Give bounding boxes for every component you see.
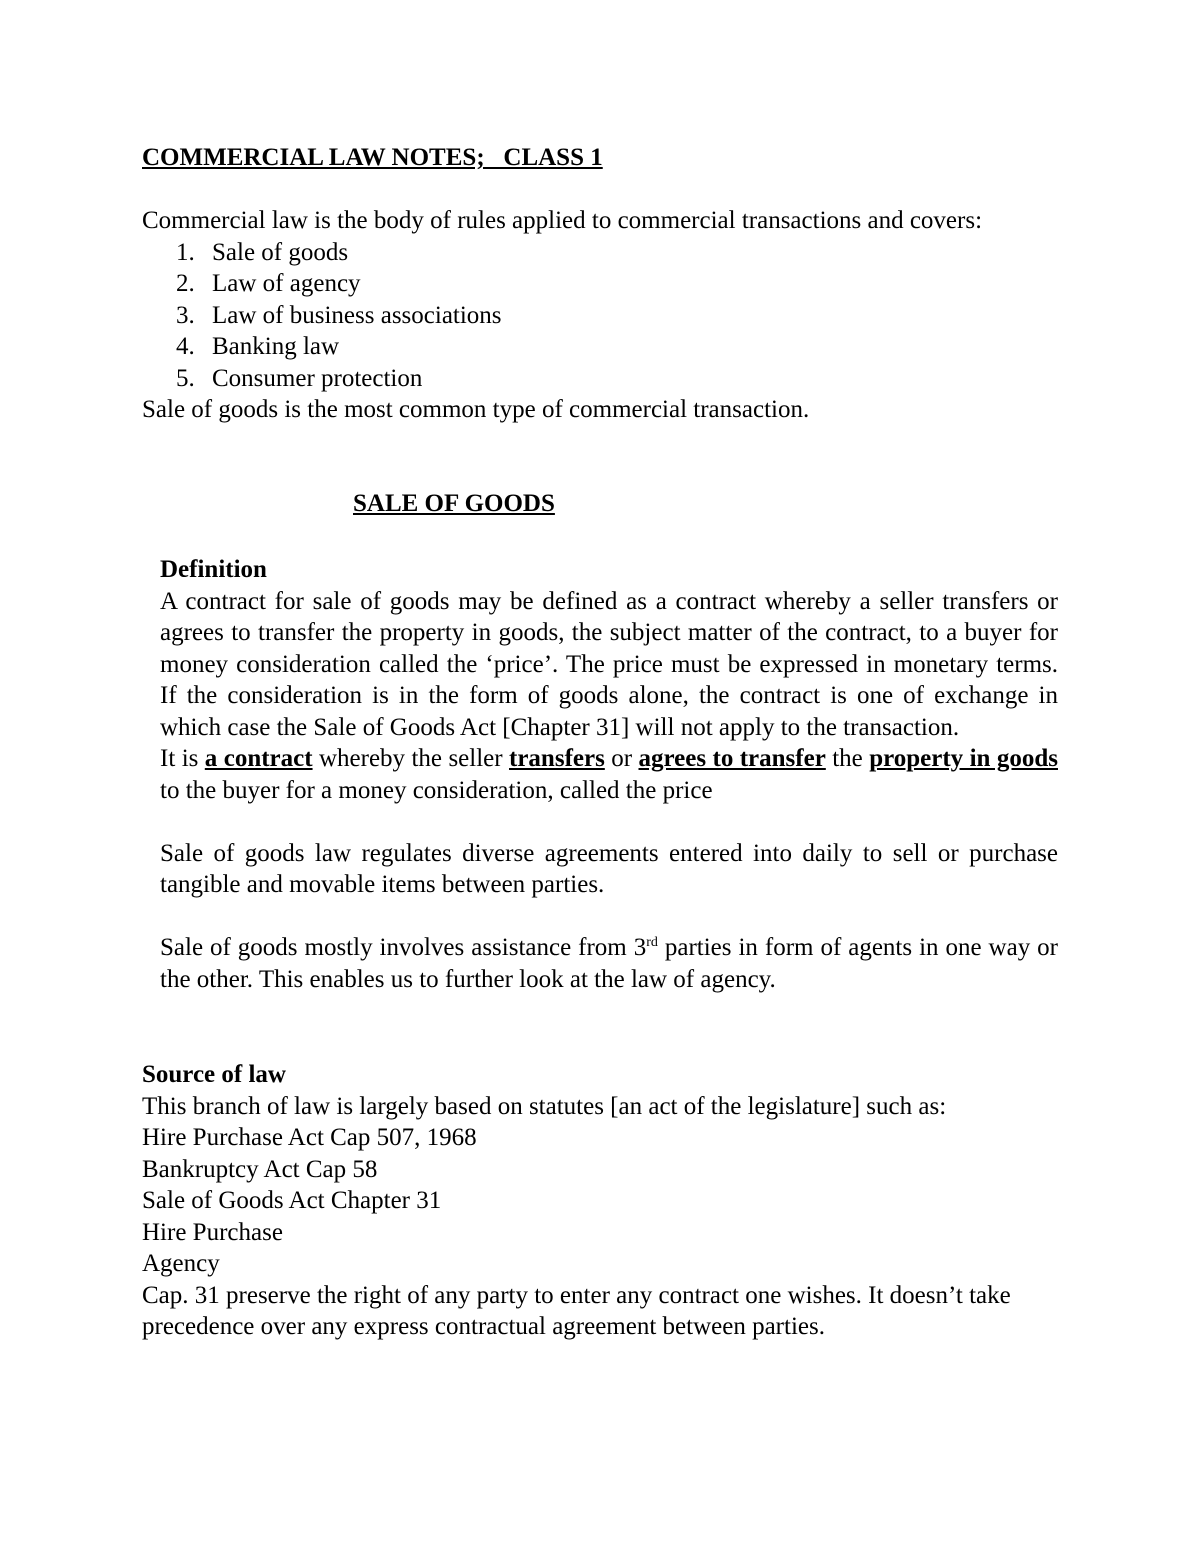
restatement-text: to the buyer for a money consideration, called the price [160,776,713,804]
section-heading-sale-of-goods: SALE OF GOODS [353,490,555,517]
list-item [142,300,1062,332]
list-number: 2. [176,270,195,297]
list-item-label: Sale of goods [212,238,349,266]
ordinal-superscript: rd [646,935,658,950]
definition-section [160,554,1058,995]
statute-item: Sale of Goods Act Chapter 31 [142,1187,442,1214]
list-item [142,363,1062,395]
source-heading: Source of law [142,1061,286,1088]
list-item [142,237,1062,269]
intro-section [142,205,1062,426]
restatement-text: or [604,745,639,772]
emphasis-property-in-goods: property in goods [869,745,1058,772]
restatement-paragraph [160,743,1058,806]
emphasis-transfers: transfers [509,745,605,772]
list-item [142,331,1062,363]
page-title: COMMERCIAL LAW NOTES; CLASS 1 [142,144,603,171]
emphasis-agrees-to-transfer: agrees to transfer [638,745,826,772]
covers-list [142,237,1062,395]
agency-text: Sale of goods mostly involves assistance from 3 [160,934,647,961]
statute-item: Hire Purchase [142,1218,283,1246]
intro-text: Commercial law is the body of rules applied to commercial transactions and covers: [142,207,983,234]
list-item-label: Banking law [212,333,340,360]
source-intro: This branch of law is largely based on statutes [an act of the legislature] such as: [142,1092,947,1120]
paragraph-gap [160,901,1058,933]
statute-item: Bankruptcy Act Cap 58 [142,1155,378,1183]
agency-paragraph [160,932,1058,995]
restatement-text: the [825,745,870,772]
list-item-label: Law of business associations [212,301,502,329]
list-number: 5. [176,364,195,392]
list-item-label: Law of agency [212,270,361,297]
emphasis-a-contract: a contract [204,745,313,772]
restatement-text: It is [160,745,205,772]
intro-closing: Sale of goods is the most common type of commercial transaction. [142,396,810,423]
statute-item: Agency [142,1250,220,1277]
list-number: 4. [176,333,195,360]
source-of-law-section [142,1059,1059,1343]
restatement-text: whereby the seller [312,745,510,772]
definition-heading: Definition [160,556,267,583]
definition-paragraph: A contract for sale of goods may be defined as a contract whereby a seller transfers or agrees to transfer the property in goods, the subject matter of the contract, to a buyer for money consideration called the ‘price’. The price must be expressed in monetary terms. If the consideration is in the form of goods alone, the contract is one of exchange in which case the Sale of Goods Act [Chapter 31] will not apply to the transaction. [160,587,1058,741]
statute-item: Hire Purchase Act Cap 507, 1968 [142,1124,477,1151]
list-item [142,268,1062,300]
list-item-label: Consumer protection [212,364,423,392]
paragraph-gap [160,806,1058,838]
list-number: 3. [176,301,195,329]
agency-text: parties in form of agents in one way or the other. This enables us to further look at the law of agency. [160,934,1058,993]
source-closing: Cap. 31 preserve the right of any party to enter any contract one wishes. It doesn’t take precedence over any express contractual agreement between parties. [142,1281,1011,1340]
regulation-paragraph: Sale of goods law regulates diverse agreements entered into daily to sell or purchase tangible and movable items between parties. [160,839,1058,898]
list-number: 1. [176,238,195,266]
